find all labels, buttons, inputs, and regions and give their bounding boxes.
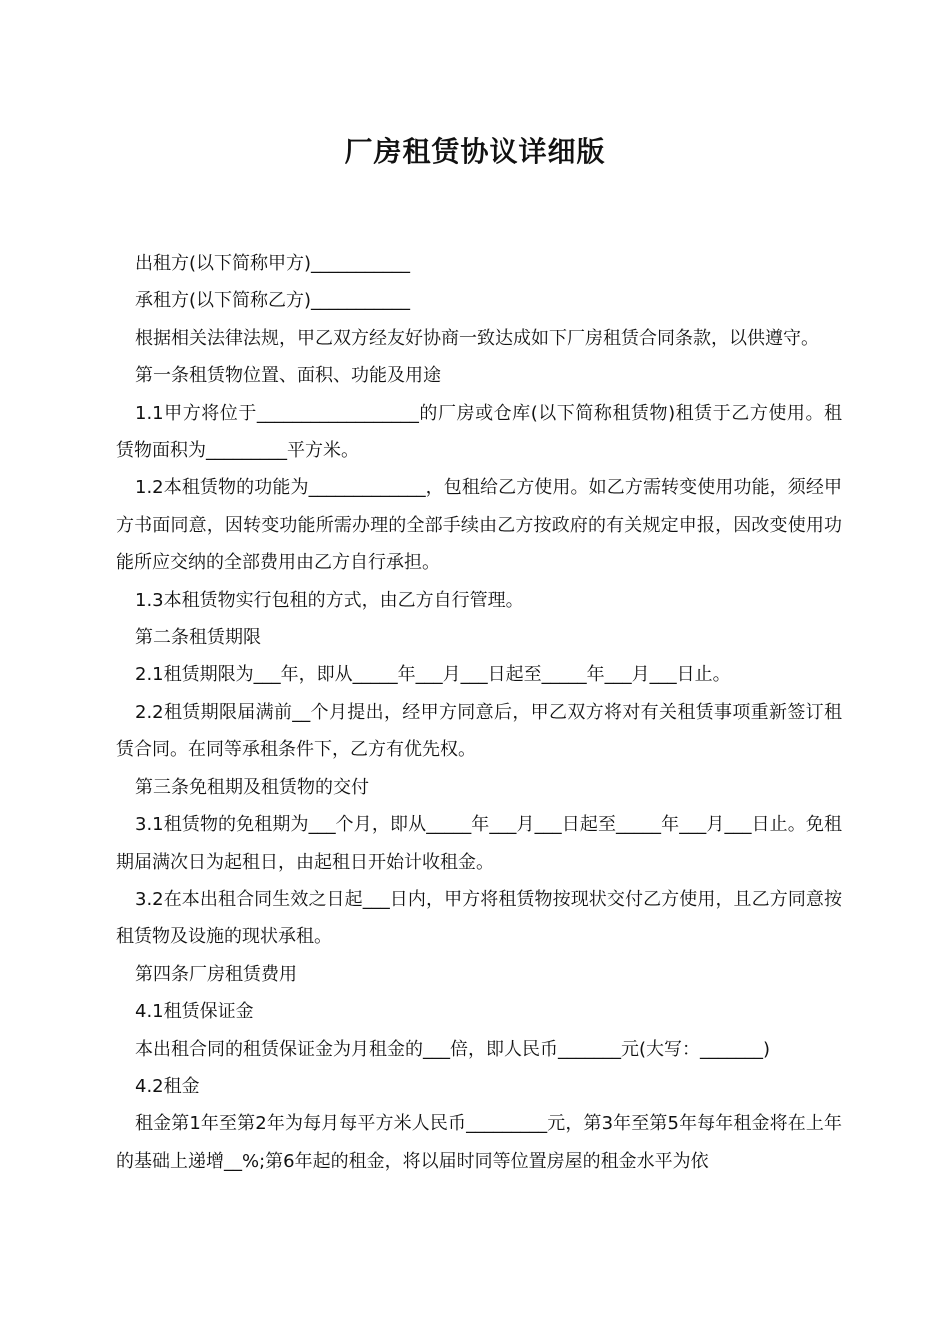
lessee-line: 承租方(以下简称乙方)___________ [135, 290, 411, 312]
article-4-heading: 第四条厂房租赁费用 [135, 963, 297, 985]
rent-paragraph: 租金第1年至第2年为每月每平方米人民币_________元，第3年至第5年每年租金将在上年的基础上递增__%;第6年起的租金，将以届时同等位置房屋的租金水平为依 [116, 1113, 842, 1172]
clause-3-1: 3.1租赁物的免租期为___个月，即从_____年___月___日起至_____年___月___日止。免租期届满次日为起租日，由起租日开始计收租金。 [116, 814, 842, 873]
clause-2-2: 2.2租赁期限届满前__个月提出，经甲方同意后，甲乙双方将对有关租赁事项重新签订租赁合同。在同等承租条件下，乙方有优先权。 [116, 701, 842, 761]
clause-4-1-heading: 4.1租赁保证金 [135, 1001, 254, 1023]
clause-4-2-heading: 4.2租金 [135, 1075, 200, 1097]
document-title: 厂房租赁协议详细版 [344, 135, 606, 168]
clause-1-2: 1.2本租赁物的功能为_____________，包租给乙方使用。如乙方需转变使用功能，须经甲方书面同意，因转变功能所需办理的全部手续由乙方按政府的有关规定申报，因改变使用功能所应交纳的全部费用由乙方自行承担。 [116, 477, 842, 574]
clause-1-3: 1.3本租赁物实行包租的方式，由乙方自行管理。 [135, 589, 524, 611]
clause-2-1: 2.1租赁期限为___年，即从_____年___月___日起至_____年___月___日止。 [135, 664, 731, 686]
article-2-heading: 第二条租赁期限 [135, 627, 261, 649]
clause-3-2: 3.2在本出租合同生效之日起___日内，甲方将租赁物按现状交付乙方使用，且乙方同意按租赁物及设施的现状承租。 [116, 888, 842, 948]
preamble-paragraph: 根据相关法律法规，甲乙双方经友好协商一致达成如下厂房租赁合同条款，以供遵守。 [135, 327, 819, 349]
article-1-heading: 第一条租赁物位置、面积、功能及用途 [135, 365, 441, 387]
lessor-line: 出租方(以下简称甲方)___________ [135, 253, 411, 274]
article-3-heading: 第三条免租期及租赁物的交付 [135, 776, 369, 798]
clause-1-1: 1.1甲方将位于__________________的厂房或仓库(以下简称租赁物)租赁于乙方使用。租赁物面积为_________平方米。 [116, 402, 842, 462]
document-body [116, 245, 842, 1180]
deposit-paragraph: 本出租合同的租赁保证金为月租金的___倍，即人民币_______元(大写：_______) [135, 1038, 771, 1060]
